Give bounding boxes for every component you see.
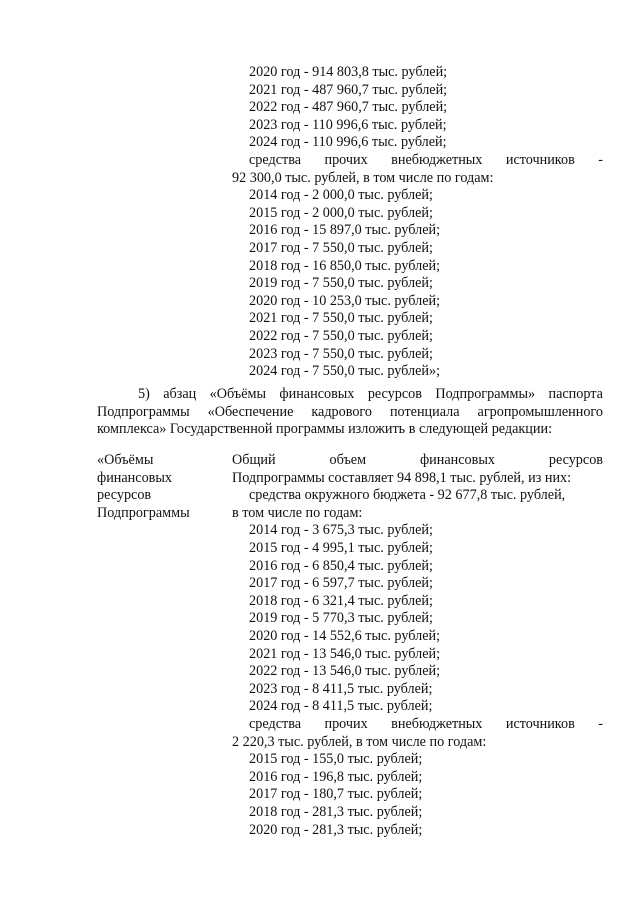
table-other-year-line: 2016 год - 196,8 тыс. рублей; bbox=[249, 768, 423, 785]
top-other-sources-cont: 92 300,0 тыс. рублей, в том числе по годам: bbox=[232, 169, 494, 186]
top-other-year-line: 2018 год - 16 850,0 тыс. рублей; bbox=[249, 257, 441, 274]
table-other-sources-line: средства прочих внебюджетных источников - bbox=[249, 716, 603, 732]
table-district-year-line: 2014 год - 3 675,3 тыс. рублей; bbox=[249, 522, 433, 539]
table-district-year-line: 2018 год - 6 321,4 тыс. рублей; bbox=[249, 592, 433, 609]
top-year-line: 2021 год - 487 960,7 тыс. рублей; bbox=[249, 81, 448, 98]
table-label-line: финансовых bbox=[97, 469, 172, 486]
table-district-year-line: 2017 год - 6 597,7 тыс. рублей; bbox=[249, 575, 433, 592]
table-district-year-line: 2016 год - 6 850,4 тыс. рублей; bbox=[249, 557, 433, 574]
top-other-year-line: 2015 год - 2 000,0 тыс. рублей; bbox=[249, 204, 433, 221]
table-intro-line: Общий объем финансовых ресурсов bbox=[232, 452, 603, 468]
table-other-sources-cont: 2 220,3 тыс. рублей, в том числе по годам: bbox=[232, 733, 487, 750]
table-district-year-line: 2019 год - 5 770,3 тыс. рублей; bbox=[249, 610, 433, 627]
table-other-year-line: 2020 год - 281,3 тыс. рублей; bbox=[249, 821, 423, 838]
top-other-year-line: 2024 год - 7 550,0 тыс. рублей»; bbox=[249, 363, 441, 380]
top-other-year-line: 2017 год - 7 550,0 тыс. рублей; bbox=[249, 240, 433, 256]
table-other-year-line: 2018 год - 281,3 тыс. рублей; bbox=[249, 804, 423, 820]
top-other-year-line: 2023 год - 7 550,0 тыс. рублей; bbox=[249, 345, 433, 362]
table-intro-cont: Подпрограммы составляет 94 898,1 тыс. рублей, из них: bbox=[232, 469, 572, 486]
table-other-year-line: 2015 год - 155,0 тыс. рублей; bbox=[249, 751, 423, 768]
table-label-line: «Объёмы bbox=[97, 452, 154, 468]
table-district-year-line: 2021 год - 13 546,0 тыс. рублей; bbox=[249, 645, 441, 662]
table-district-year-line: 2024 год - 8 411,5 тыс. рублей; bbox=[249, 698, 433, 715]
table-district-year-line: 2020 год - 14 552,6 тыс. рублей; bbox=[249, 628, 441, 644]
paragraph-5-line-2: Подпрограммы «Обеспечение кадрового потенциала агропромышленного bbox=[97, 403, 603, 420]
top-year-line: 2020 год - 914 803,8 тыс. рублей; bbox=[249, 64, 448, 80]
table-district-year-line: 2023 год - 8 411,5 тыс. рублей; bbox=[249, 680, 433, 697]
top-other-sources-line: средства прочих внебюджетных источников - bbox=[249, 152, 603, 168]
top-year-line: 2024 год - 110 996,6 тыс. рублей; bbox=[249, 134, 447, 151]
top-other-year-line: 2019 год - 7 550,0 тыс. рублей; bbox=[249, 275, 433, 292]
table-district-line: средства окружного бюджета - 92 677,8 тыс. рублей, bbox=[249, 487, 566, 504]
top-other-year-line: 2022 год - 7 550,0 тыс. рублей; bbox=[249, 328, 433, 344]
table-other-year-line: 2017 год - 180,7 тыс. рублей; bbox=[249, 786, 423, 803]
table-district-year-line: 2015 год - 4 995,1 тыс. рублей; bbox=[249, 540, 433, 556]
paragraph-5-line-1: 5) абзац «Объёмы финансовых ресурсов Подпрограммы» паспорта bbox=[138, 386, 603, 402]
top-year-line: 2023 год - 110 996,6 тыс. рублей; bbox=[249, 116, 447, 133]
table-district-cont: в том числе по годам: bbox=[232, 504, 363, 521]
paragraph-5-line-3: комплекса» Государственной программы изложить в следующей редакции: bbox=[97, 421, 553, 438]
top-other-year-line: 2016 год - 15 897,0 тыс. рублей; bbox=[249, 222, 441, 239]
table-district-year-line: 2022 год - 13 546,0 тыс. рублей; bbox=[249, 663, 441, 680]
top-other-year-line: 2021 год - 7 550,0 тыс. рублей; bbox=[249, 310, 433, 327]
table-label-line: ресурсов bbox=[97, 487, 152, 504]
top-year-line: 2022 год - 487 960,7 тыс. рублей; bbox=[249, 99, 448, 116]
top-other-year-line: 2020 год - 10 253,0 тыс. рублей; bbox=[249, 292, 441, 309]
table-label-line: Подпрограммы bbox=[97, 504, 190, 521]
top-other-year-line: 2014 год - 2 000,0 тыс. рублей; bbox=[249, 187, 433, 204]
